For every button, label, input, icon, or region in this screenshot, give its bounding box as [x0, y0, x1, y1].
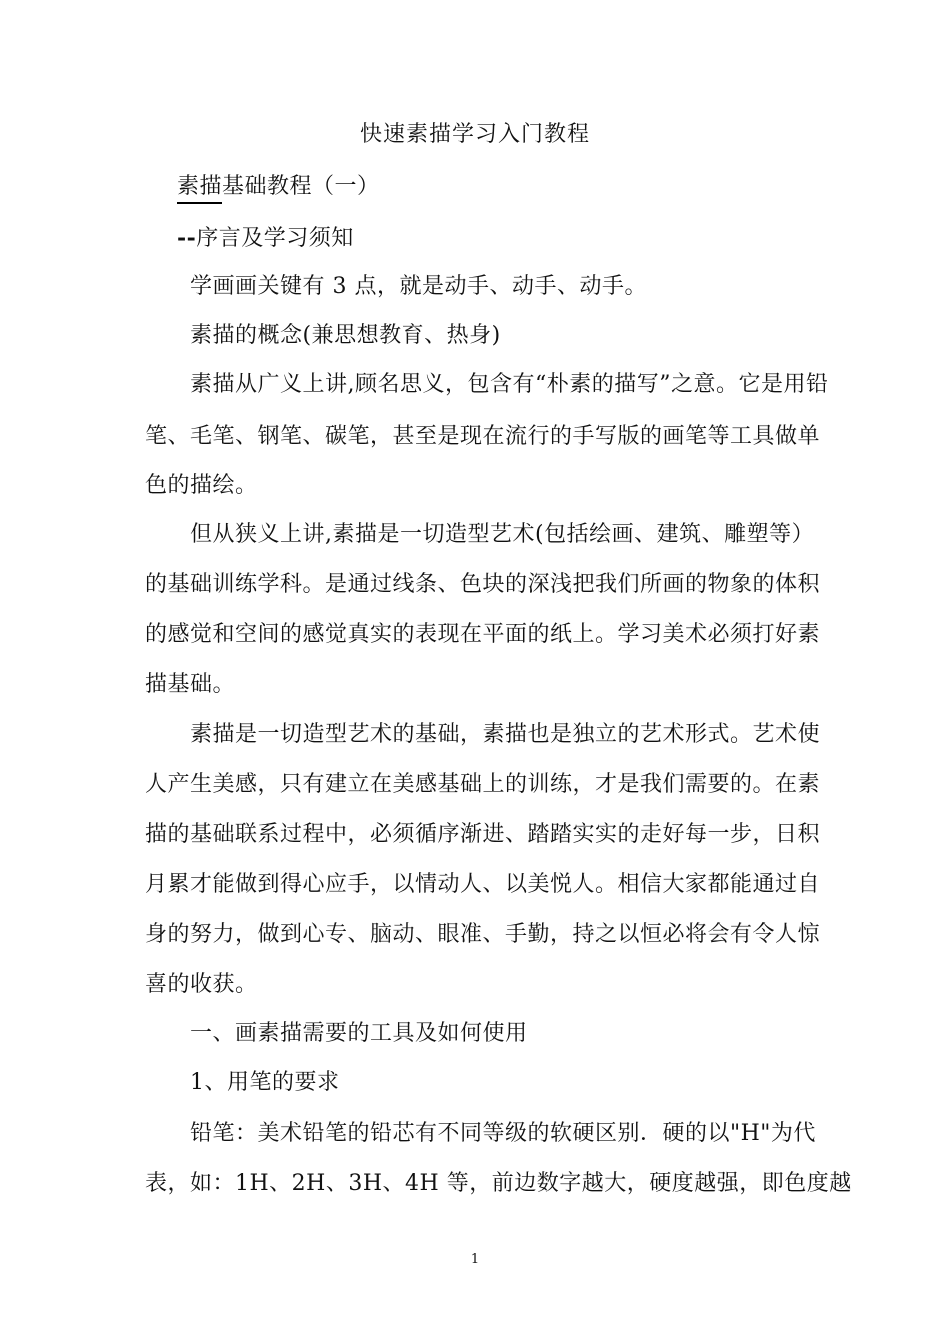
paragraph-line: 的基础训练学科。是通过线条、色块的深浅把我们所画的物象的体积: [145, 572, 821, 597]
subsection-title: 1、用笔的要求: [190, 1070, 340, 1095]
paragraph-line: 身的努力，做到心专、脑动、眼准、手勤，持之以恒必将会有令人惊: [145, 922, 821, 947]
section-title: 一、画素描需要的工具及如何使用: [190, 1021, 528, 1046]
paragraph-line: 月累才能做到得心应手，以情动人、以美悦人。相信大家都能通过自: [145, 872, 821, 897]
subheading-dash: --: [177, 225, 197, 251]
section-heading: [177, 173, 842, 204]
paragraph-line: 描基础。: [145, 672, 236, 697]
paragraph-line: 人产生美感，只有建立在美感基础上的训练，才是我们需要的。在素: [145, 772, 821, 797]
heading-underlined-word: 素描: [177, 173, 222, 204]
subheading-text: 序言及学习须知: [196, 226, 354, 251]
paragraph-line: 素描从广义上讲,顾名思义，包含有“朴素的描写”之意。它是用铅: [190, 372, 829, 397]
paragraph-line: 铅笔：美术铅笔的铅芯有不同等级的软硬区别．硬的以"H"为代: [190, 1121, 816, 1146]
paragraph-line: 的感觉和空间的感觉真实的表现在平面的纸上。学习美术必须打好素: [145, 622, 821, 647]
document-title: 快速素描学习入门教程: [359, 122, 590, 147]
paragraph-line: 素描的概念(兼思想教育、热身): [190, 323, 501, 348]
subheading: [177, 224, 842, 253]
paragraph-line: 素描是一切造型艺术的基础，素描也是独立的艺术形式。艺术使: [190, 722, 821, 747]
paragraph-line: 喜的收获。: [145, 972, 258, 997]
heading-rest: 基础教程（一）: [222, 174, 380, 199]
paragraph-line: 描的基础联系过程中，必须循序渐进、踏踏实实的走好每一步，日积: [145, 822, 821, 847]
paragraph-line: 笔、毛笔、钢笔、碳笔，甚至是现在流行的手写版的画笔等工具做单: [145, 424, 821, 449]
paragraph-line: 表，如：1H、2H、3H、4H 等，前边数字越大，硬度越强，即色度越: [145, 1171, 852, 1196]
paragraph-line: 但从狭义上讲,素描是一切造型艺术(包括绘画、建筑、雕塑等）: [190, 522, 815, 547]
paragraph-line: 学画画关键有 3 点，就是动手、动手、动手。: [190, 274, 647, 299]
page-number: 1: [470, 1252, 480, 1267]
paragraph-line: 色的描绘。: [145, 473, 258, 498]
